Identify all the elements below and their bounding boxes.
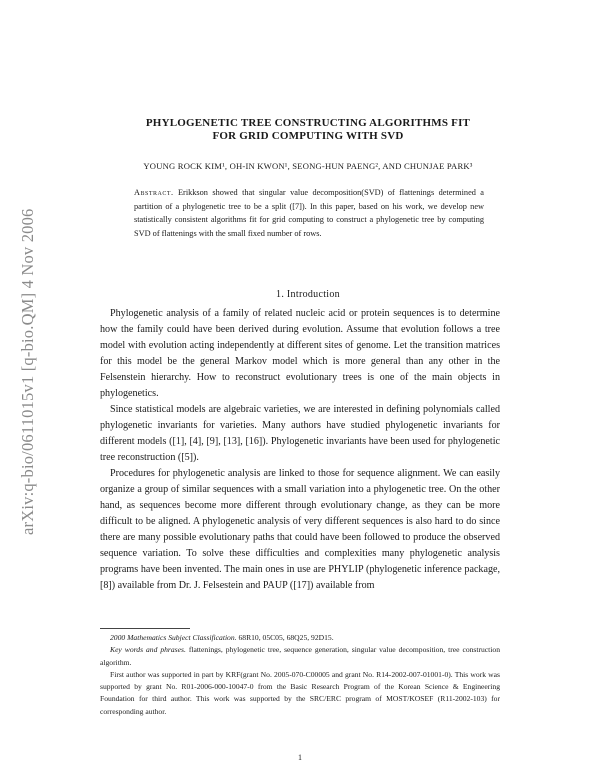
paragraph-1: Phylogenetic analysis of a family of related nucleic acid or protein sequences is to determine how the family could have been derived during evolution. Assume that evolution follows a tree model with evolution acting independently at different sites of genome. Let the transition matrices for this model be the general Markov model which is more general than any other in the Felsenstein hierarchy. How to reconstruct evolutionary trees is one of the main objects in phylogenetics.: [100, 308, 500, 399]
body-text: [100, 306, 500, 594]
paragraph-3: Procedures for phylogenetic analysis are linked to those for sequence alignment. We can easily organize a group of similar sequences with a small variation into a phylogenetic tree. On the other hand, as sequences become more different through evolutionary change, as they can be more difficult to be aligned. A phylogenetic analysis of very different sequences is also hard to do since there are many possible evolutionary paths that could have been followed to produce the observed sequence variation. To solve these difficulties and complexities many phylogenetic analysis programs have been invented. The main ones in use are PHYLIP (phylogenetic inference package, [8]) available from Dr. J. Felsestein and PAUP ([17]) available from: [100, 468, 500, 591]
abstract-label: Abstract.: [134, 188, 174, 197]
abstract: [134, 186, 484, 241]
footnotes: [100, 632, 500, 718]
section-heading: 1. Introduction: [276, 289, 340, 300]
paper-title: [100, 117, 516, 143]
msc-text: 68R10, 05C05, 68Q25, 92D15.: [238, 633, 334, 642]
arxiv-identifier: arXiv:q-bio/0611015v1 [q-bio.QM] 4 Nov 2006: [18, 208, 37, 536]
title-line-2: FOR GRID COMPUTING WITH SVD: [212, 130, 404, 142]
abstract-text: Erikkson showed that singular value decomposition(SVD) of flattenings determined a partition of a phylogenetic tree to be a split ([7]). In this paper, based on his work, we develop new statistically consistent algorithms fit for grid computing to construct a phylogenetic tree by computing SVD of flattenings with the small fixed number of rows.: [134, 188, 484, 239]
paragraph-2: Since statistical models are algebraic varieties, we are interested in defining polynomials called phylogenetic invariants for varieties. Many authors have studied phylogenetic invariants for different models ([1], [4], [9], [13], [16]). Phylogenetic invariants have been used for phylogenetic tree reconstruction ([5]).: [100, 404, 500, 463]
keywords-label: Key words and phrases.: [110, 645, 186, 655]
footnote-rule: [100, 628, 190, 629]
footnote-keywords: [100, 644, 500, 669]
keywords-text: flattenings, phylogenetic tree, sequence generation, singular value decomposition, tree construction algorithm.: [100, 645, 500, 667]
msc-label: 2000 Mathematics Subject Classification.: [110, 633, 237, 642]
author-list: YOUNG ROCK KIM¹, OH-IN KWON¹, SEONG-HUN PAENG², AND CHUNJAE PARK³: [143, 161, 473, 171]
title-line-1: PHYLOGENETIC TREE CONSTRUCTING ALGORITHMS FIT: [145, 117, 471, 129]
footnote-funding: First author was supported in part by KRF(grant No. 2005-070-C00005 and grant No. R14-2002-007-01001-0). This work was supported by grant No. R01-2006-000-10047-0 from the Basic Research Program of the Korean Science & Engineering Foundation for third author. This work was supported by the SRC/ERC program of MOST/KOSEF (R11-2002-103) for corresponding author.: [100, 669, 500, 716]
page-number: 1: [298, 753, 302, 762]
footnote-msc: [100, 632, 500, 644]
